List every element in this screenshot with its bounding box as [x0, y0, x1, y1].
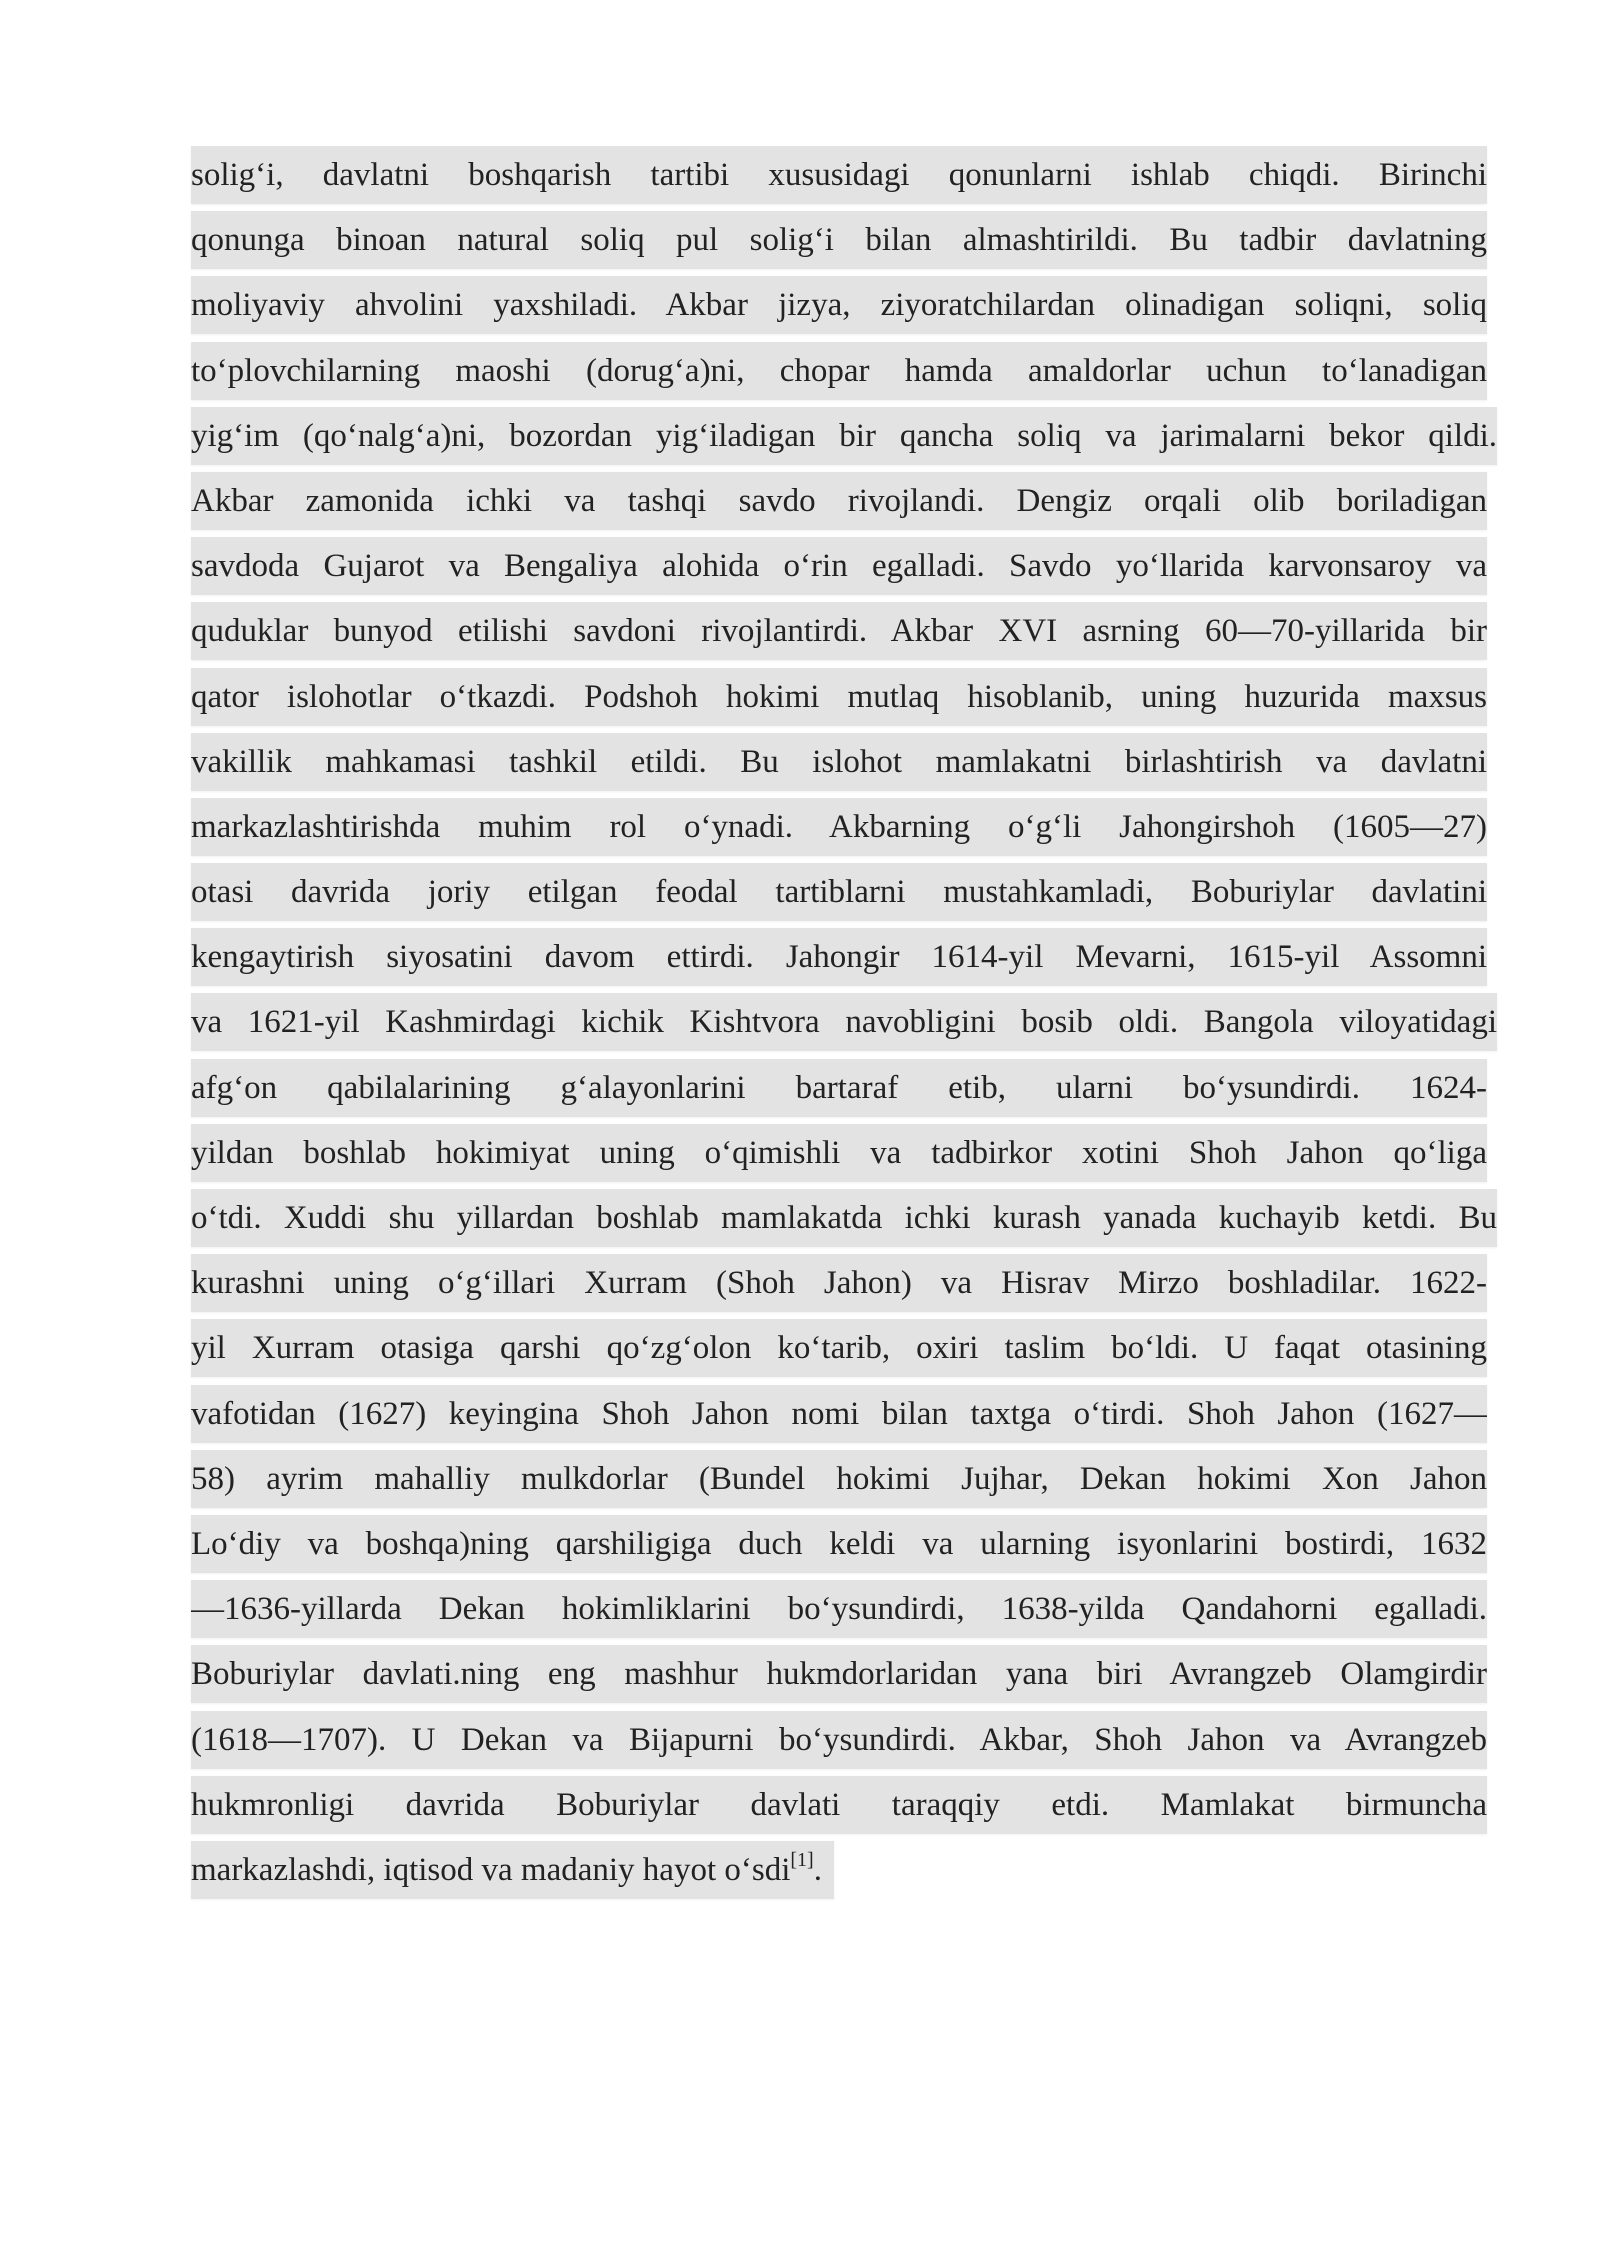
text-line: (1618—1707). U Dekan va Bijapurni bo‘ysundirdi. Akbar, Shoh Jahon va Avrangzeb — [191, 1711, 1487, 1769]
text-line: hukmronligi davrida Boburiylar davlati taraqqiy etdi. Mamlakat birmuncha — [191, 1776, 1487, 1834]
text-line-last — [191, 1841, 834, 1899]
last-line-period: . — [813, 1851, 822, 1888]
text-line: markazlashtirishda muhim rol o‘ynadi. Akbarning o‘g‘li Jahongirshoh (1605—27) — [191, 798, 1487, 856]
text-line: to‘plovchilarning maoshi (dorug‘a)ni, chopar hamda amaldorlar uchun to‘lanadigan — [191, 342, 1487, 400]
text-line: yig‘im (qo‘nalg‘a)ni, bozordan yig‘iladigan bir qancha soliq va jarimalarni bekor qildi. — [191, 407, 1497, 465]
text-line: vafotidan (1627) keyingina Shoh Jahon nomi bilan taxtga o‘tirdi. Shoh Jahon (1627— — [191, 1385, 1487, 1443]
text-line: yildan boshlab hokimiyat uning o‘qimishli va tadbirkor xotini Shoh Jahon qo‘liga — [191, 1124, 1487, 1182]
text-line: otasi davrida joriy etilgan feodal tartiblarni mustahkamladi, Boburiylar davlatini — [191, 863, 1487, 921]
text-line: —1636-yillarda Dekan hokimliklarini bo‘ysundirdi, 1638-yilda Qandahorni egalladi. — [191, 1580, 1487, 1638]
text-line: o‘tdi. Xuddi shu yillardan boshlab mamlakatda ichki kurash yanada kuchayib ketdi. Bu — [191, 1189, 1497, 1247]
footnote-reference[interactable]: [1] — [790, 1848, 814, 1871]
text-line: Boburiylar davlati.ning eng mashhur hukmdorlaridan yana biri Avrangzeb Olamgirdir — [191, 1645, 1487, 1703]
text-line: qator islohotlar o‘tkazdi. Podshoh hokimi mutlaq hisoblanib, uning huzurida maxsus — [191, 668, 1487, 726]
text-line: solig‘i, davlatni boshqarish tartibi xususidagi qonunlarni ishlab chiqdi. Birinchi — [191, 146, 1487, 204]
text-line: vakillik mahkamasi tashkil etildi. Bu islohot mamlakatni birlashtirish va davlatni — [191, 733, 1487, 791]
text-line: savdoda Gujarot va Bengaliya alohida o‘rin egalladi. Savdo yo‘llarida karvonsaroy va — [191, 537, 1487, 595]
text-line: kurashni uning o‘g‘illari Xurram (Shoh Jahon) va Hisrav Mirzo boshladilar. 1622- — [191, 1254, 1487, 1312]
text-line: va 1621-yil Kashmirdagi kichik Kishtvora navobligini bosib oldi. Bangola viloyatidagi — [191, 993, 1497, 1051]
text-line: quduklar bunyod etilishi savdoni rivojlantirdi. Akbar XVI asrning 60—70-yillarida bir — [191, 602, 1487, 660]
text-line: afg‘on qabilalarining g‘alayonlarini bartaraf etib, ularni bo‘ysundirdi. 1624- — [191, 1059, 1487, 1117]
text-line: Akbar zamonida ichki va tashqi savdo rivojlandi. Dengiz orqali olib boriladigan — [191, 472, 1487, 530]
text-line: Lo‘diy va boshqa)ning qarshiligiga duch keldi va ularning isyonlarini bostirdi, 1632 — [191, 1515, 1487, 1573]
body-text — [191, 146, 1497, 1911]
text-line: kengaytirish siyosatini davom ettirdi. Jahongir 1614-yil Mevarni, 1615-yil Assomni — [191, 928, 1487, 986]
text-line: qonunga binoan natural soliq pul solig‘i bilan almashtirildi. Bu tadbir davlatning — [191, 211, 1487, 269]
text-line: 58) ayrim mahalliy mulkdorlar (Bundel hokimi Jujhar, Dekan hokimi Xon Jahon — [191, 1450, 1487, 1508]
text-line: moliyaviy ahvolini yaxshiladi. Akbar jizya, ziyoratchilardan olinadigan soliqni, soliq — [191, 276, 1487, 334]
last-line-text: markazlashdi, iqtisod va madaniy hayot o‘sdi — [191, 1851, 791, 1888]
text-line: yil Xurram otasiga qarshi qo‘zg‘olon ko‘tarib, oxiri taslim bo‘ldi. U faqat otasining — [191, 1319, 1487, 1377]
